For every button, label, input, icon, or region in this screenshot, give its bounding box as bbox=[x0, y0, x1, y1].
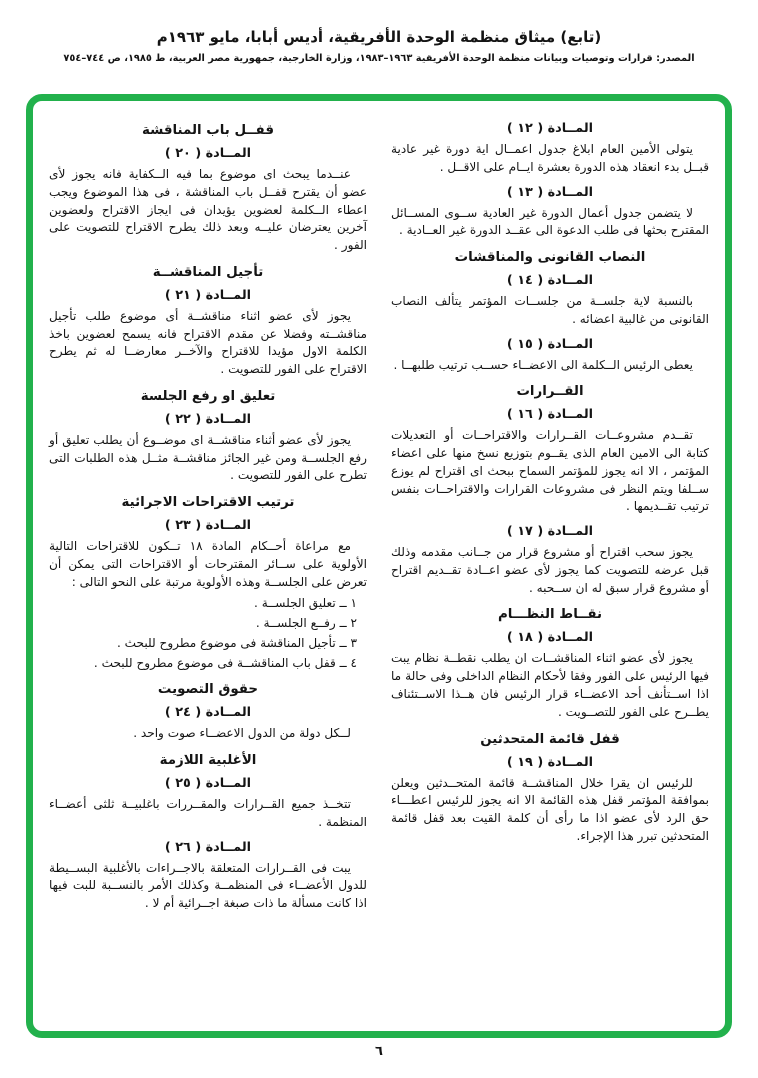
article-heading: المــادة ( ٢١ ) bbox=[164, 287, 252, 303]
column-left bbox=[49, 113, 367, 1021]
article-heading: المــادة ( ٢٠ ) bbox=[164, 146, 252, 161]
paragraph: يجوز سحب اقتراح أو مشروع قرار من جــانب مقدمه وذلك قبل عرضه للتصويت كما يجوز لأى عضو اعــادة تقــديم اقتراح أو مشروع قرار سبق له ان ســحبه . bbox=[391, 545, 709, 595]
paragraph: بالنسبة لاية جلســة من جلســات المؤتمر يتألف النصاب القانونى من غالبية اعضائه . bbox=[391, 294, 709, 326]
article-heading: المــادة ( ١٤ ) bbox=[506, 273, 594, 289]
section-heading: قفل قائمة المتحدثين bbox=[480, 731, 620, 747]
article-heading: المــادة ( ٢٥ ) bbox=[164, 776, 252, 792]
article-heading: المــادة ( ٢٤ ) bbox=[164, 705, 252, 721]
paragraph: لا يتضمن جدول أعمال الدورة غير العادية ســوى المســائل المقترح بحثها فى طلب الدعوة الى عقــد الدورة غير العــادية . bbox=[391, 205, 709, 238]
section-heading: حقوق التصويت bbox=[157, 682, 259, 698]
column-right bbox=[391, 113, 709, 1021]
document-title: (تابع) ميثاق منظمة الوحدة الأفريقية، أديس أبابا، مايو ١٩٦٣م bbox=[156, 28, 602, 46]
section-heading: الأغلبية اللازمة bbox=[159, 753, 257, 769]
section-heading: ترتيب الاقتراحات الاجرائية bbox=[121, 495, 295, 511]
list-item: ٢ ــ رفــع الجلســة . bbox=[255, 616, 357, 631]
article-heading: المــادة ( ١٨ ) bbox=[506, 630, 594, 646]
paragraph: تقــدم مشروعــات القــرارات والاقتراحــات أو التعديلات كتابة الى الامين العام الذى يقــوم بتوزيع نسخ منها على اعضاء المؤتمر ، الا انه يجوز للمؤتمر السماح ببحث اى اقتراح لم يوزع ســلفا ويتم النظر فى مشروعات القرارات والاقتراحــات بنفس ترتيب تقــديمها . bbox=[391, 428, 709, 514]
paragraph: يتولى الأمين العام ابلاغ جدول اعمــال اية دورة غير عادية قبــل بدء انعقاد هذه الدورة بعشرة ايــام على الاقــل . bbox=[391, 142, 709, 174]
source-line: المصدر: قرارات وتوصيات وبيانات منظمة الوحدة الأفريقية ١٩٦٣–١٩٨٣، وزارة الخارجية، جمهورية مصر العربية، ط ١٩٨٥، ص ٧٤٤–٧٥٤ bbox=[63, 53, 695, 64]
section-heading: القــرارات bbox=[516, 384, 584, 400]
paragraph: تتخــذ جميع القــرارات والمقــررات باغلبيــة ثلثى أعضــاء المنظمة . bbox=[49, 797, 367, 829]
paragraph: لــكل دولة من الدول الاعضــاء صوت واحد . bbox=[133, 726, 351, 741]
section-heading: قفــل باب المناقشة bbox=[142, 123, 274, 138]
section-heading: النصاب القانونى والمناقشات bbox=[454, 250, 646, 266]
article-heading: المــادة ( ١٥ ) bbox=[506, 336, 594, 352]
article-heading: المــادة ( ٢٦ ) bbox=[164, 839, 252, 855]
paragraph: يجوز لأى عضو اثناء المناقشــات ان يطلب نقطــة نظام يبت فيها الرئيس على الفور وفقا لأحكام النظام الداخلى وفى حالة ما اذا اســتأنف أحد الاعضــاء قرار الرئيس فان هــذا الاســتئناف يطــرح على الفور للتصــويت . bbox=[391, 651, 709, 719]
section-heading: تعليق او رفع الجلسة bbox=[140, 388, 276, 404]
content-border-box bbox=[26, 94, 732, 1038]
paragraph: يعطى الرئيس الــكلمة الى الاعضــاء حســب ترتيب طلبهــا . bbox=[393, 357, 693, 372]
article-heading: المــادة ( ١٩ ) bbox=[506, 754, 594, 770]
section-heading: تأجيل المناقشــة bbox=[152, 264, 264, 280]
article-heading: المــادة ( ١٦ ) bbox=[506, 407, 594, 423]
section-heading: نقــاط النظـــام bbox=[497, 607, 603, 623]
paragraph: عنــدما يبحث اى موضوع بما فيه الــكفاية فانه يجوز لأى عضو أن يقترح قفــل باب المناقشة ، فى هذا الموضوع ويجب اعطاء الــكلمة لعضوين يؤيدان فى ايجاز الاقتراح ولعضوين آخرين يعترضان عليــه وبعد ذلك يطرح الاقتراح للتصويت على الفور . bbox=[49, 167, 367, 253]
paragraph: مع مراعاة أحــكام المادة ١٨ تــكون للاقتراحات التالية الأولوية على ســائر المقترحات أو الاقتراحات التى يمكن أن تعرض على الجلســة وهذه الأولوية مرتبة على النحو التالى : bbox=[49, 539, 367, 589]
paragraph: للرئيس ان يقرا خلال المناقشــة قائمة المتحــدثين ويعلن بموافقة المؤتمر قفل هذه القائمة الا انه يجوز للرئيس اعطـــاء حق الرد لأى عضو اذا ما رأى أن كلمة القيت بعد قفل قائمة المتحدثين تبرر هذا الإجراء. bbox=[391, 775, 709, 843]
article-heading: المــادة ( ١٢ ) bbox=[506, 121, 594, 136]
article-heading: المــادة ( ١٣ ) bbox=[506, 184, 594, 200]
two-column-layout bbox=[49, 113, 709, 1021]
document-header bbox=[0, 0, 758, 64]
page-number: ٦ bbox=[375, 1044, 383, 1059]
article-heading: المــادة ( ٢٣ ) bbox=[164, 518, 252, 534]
paragraph: يبت فى القــرارات المتعلقة بالاجــراءات بالأغلبية البســيطة للدول الأعضــاء فى المنظمــة وكذلك الأمر بالنســبة للبت فيها اذا كانت مسألة ما ذات صبغة اجــرائية أم لا . bbox=[49, 860, 367, 911]
list-item: ١ ــ تعليق الجلســة . bbox=[254, 596, 357, 611]
article-heading: المــادة ( ١٧ ) bbox=[506, 524, 594, 540]
paragraph: يجوز لأى عضو أثناء مناقشــة اى موضــوع أن يطلب تعليق أو رفع الجلســة ومن غير الجائز مناقشــة مثــل هذه الطلبات التى تطرح على الفور للتصويت . bbox=[49, 432, 367, 483]
article-heading: المــادة ( ٢٢ ) bbox=[164, 411, 252, 427]
paragraph: يجوز لأى عضو اثناء مناقشــة أى موضوع طلب تأجيل مناقشــته وفضلا عن مقدم الاقتراح فانه يسمح لعضوين باخذ الكلمة الاول مؤيدا للاقتراح والآخــر معارضــا له ثم يطرح الاقتراح على الفور للتصويت . bbox=[49, 308, 367, 377]
list-item: ٣ ــ تأجيل المناقشة فى موضوع مطروح للبحث . bbox=[116, 635, 357, 650]
list-item: ٤ ــ قفل باب المناقشــة فى موضوع مطروح للبحث . bbox=[93, 655, 357, 670]
